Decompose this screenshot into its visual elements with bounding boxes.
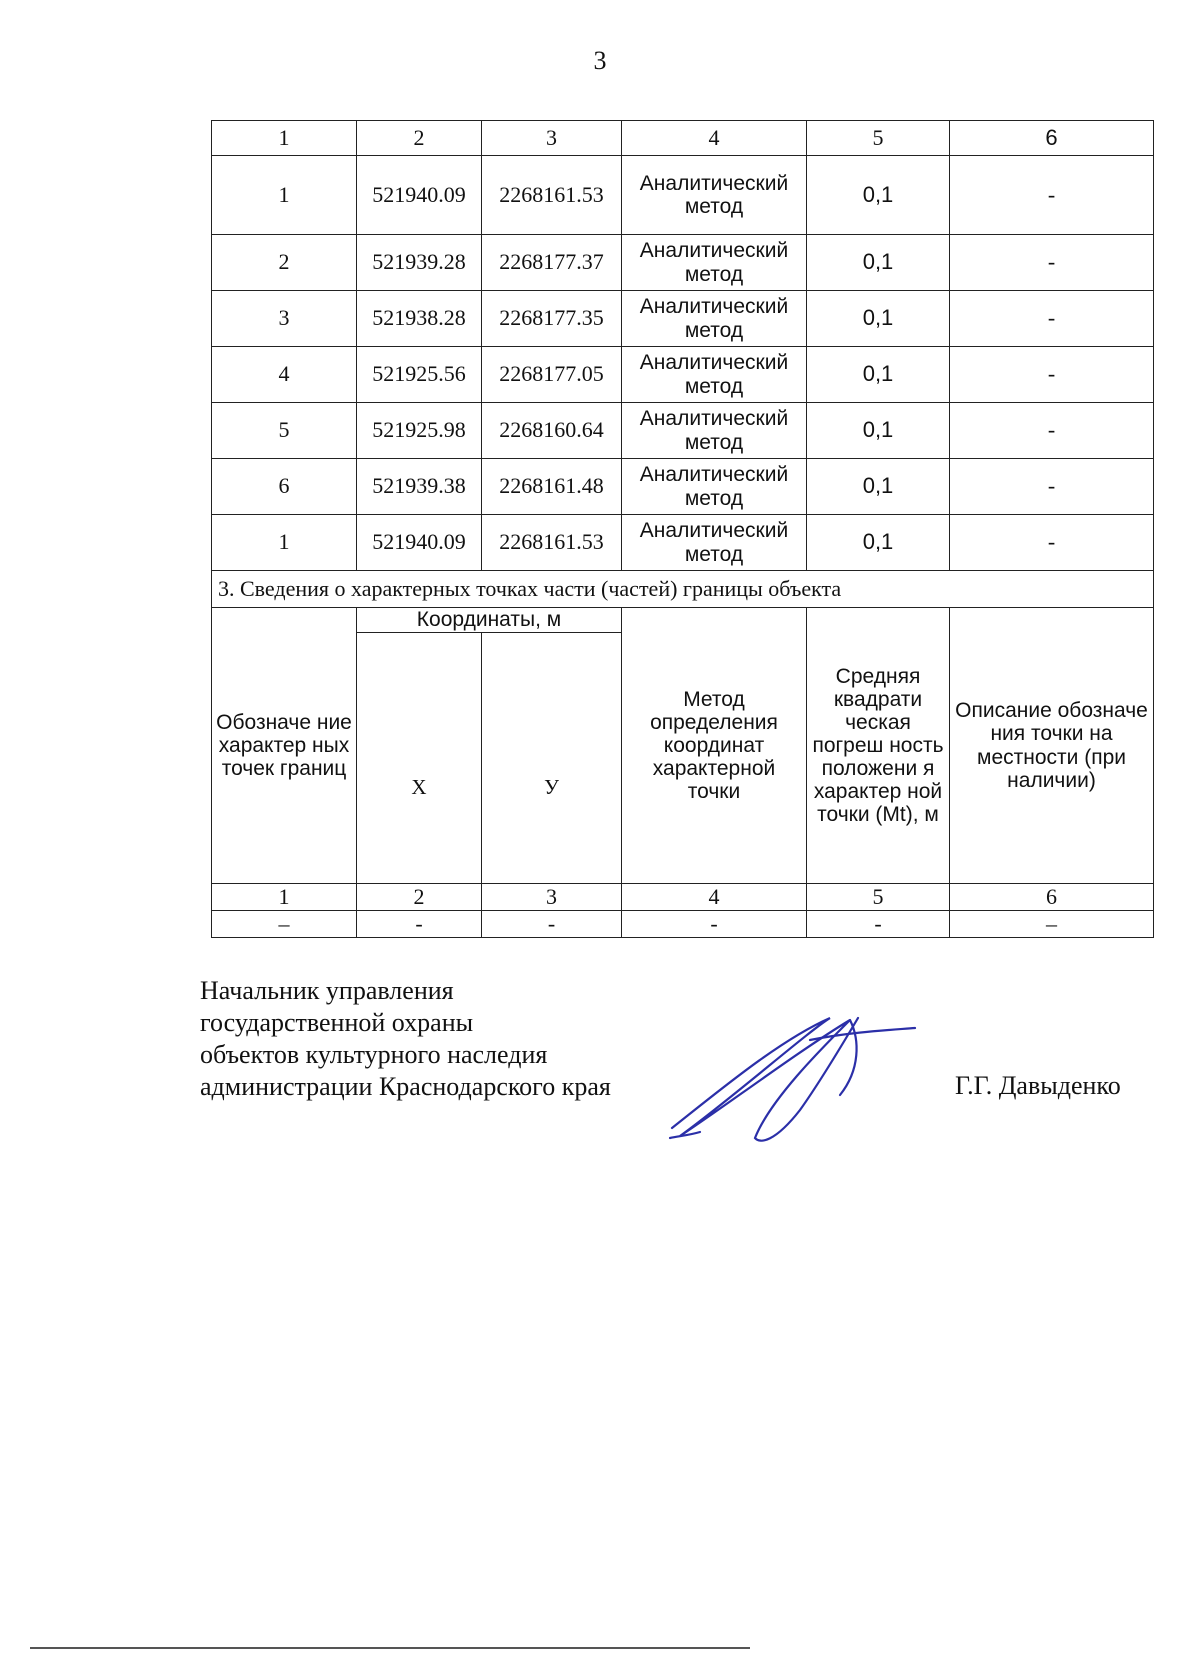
error-cell: 0,1	[807, 459, 950, 515]
coordinates-table	[211, 120, 1154, 938]
table-row	[212, 403, 1154, 459]
point-number: 1	[212, 515, 357, 571]
table-row	[212, 347, 1154, 403]
page-number: 3	[593, 46, 607, 75]
position-line: объектов культурного наследия	[200, 1040, 548, 1069]
signatory-position	[200, 975, 611, 1103]
error-header: Средняя квадрати ческая погреш ность положени я характер ной точки (Mt), м	[807, 608, 950, 884]
description-cell: -	[950, 403, 1154, 459]
description-cell: -	[950, 235, 1154, 291]
empty-cell: –	[212, 911, 357, 938]
handwritten-signature	[660, 1010, 920, 1150]
method-cell: Аналитический метод	[622, 459, 807, 515]
section-3-number-row	[212, 884, 1154, 911]
method-cell: Аналитический метод	[622, 347, 807, 403]
table-row	[212, 459, 1154, 515]
section-3-title: 3. Сведения о характерных точках части (частей) границы объекта	[212, 571, 1154, 608]
coord-y: 2268177.35	[482, 291, 622, 347]
coord-x: 521940.09	[357, 156, 482, 235]
method-cell: Аналитический метод	[622, 235, 807, 291]
table-row	[212, 156, 1154, 235]
description-cell: -	[950, 156, 1154, 235]
method-cell: Аналитический метод	[622, 156, 807, 235]
coord-x: 521925.98	[357, 403, 482, 459]
coord-y: 2268161.53	[482, 515, 622, 571]
header-number: 4	[622, 121, 807, 156]
column-number: 2	[357, 884, 482, 911]
empty-cell: -	[807, 911, 950, 938]
table-row	[212, 235, 1154, 291]
table-row	[212, 291, 1154, 347]
signer-name: Г.Г. Давыденко	[955, 1071, 1121, 1100]
point-number: 1	[212, 156, 357, 235]
column-number: 5	[807, 884, 950, 911]
column-number: 3	[482, 884, 622, 911]
description-cell: -	[950, 515, 1154, 571]
description-cell: -	[950, 347, 1154, 403]
position-line: администрации Краснодарского края	[200, 1072, 611, 1101]
coord-y: 2268161.48	[482, 459, 622, 515]
coord-x: 521940.09	[357, 515, 482, 571]
coord-x: 521925.56	[357, 347, 482, 403]
coord-y: 2268161.53	[482, 156, 622, 235]
position-line: государственной охраны	[200, 1008, 474, 1037]
header-number: 1	[212, 121, 357, 156]
description-cell: -	[950, 459, 1154, 515]
column-number: 1	[212, 884, 357, 911]
coord-y: 2268177.37	[482, 235, 622, 291]
point-number: 3	[212, 291, 357, 347]
error-cell: 0,1	[807, 347, 950, 403]
empty-cell: -	[357, 911, 482, 938]
empty-cell: -	[482, 911, 622, 938]
header-number: 2	[357, 121, 482, 156]
coord-x: 521939.28	[357, 235, 482, 291]
error-cell: 0,1	[807, 403, 950, 459]
point-number: 2	[212, 235, 357, 291]
header-number: 3	[482, 121, 622, 156]
description-cell: -	[950, 291, 1154, 347]
point-number: 6	[212, 459, 357, 515]
section-3-empty-row	[212, 911, 1154, 938]
y-header: У	[482, 633, 622, 884]
coord-y: 2268160.64	[482, 403, 622, 459]
empty-cell: –	[950, 911, 1154, 938]
coord-x: 521939.38	[357, 459, 482, 515]
column-number: 4	[622, 884, 807, 911]
column-number: 6	[950, 884, 1154, 911]
designation-header: Обозначе ние характер ных точек границ	[212, 608, 357, 884]
error-cell: 0,1	[807, 515, 950, 571]
method-cell: Аналитический метод	[622, 291, 807, 347]
header-number: 5	[807, 121, 950, 156]
coord-y: 2268177.05	[482, 347, 622, 403]
x-header: Х	[357, 633, 482, 884]
header-number: 6	[950, 121, 1154, 156]
method-cell: Аналитический метод	[622, 403, 807, 459]
point-number: 5	[212, 403, 357, 459]
header-number-row	[212, 121, 1154, 156]
error-cell: 0,1	[807, 235, 950, 291]
coord-x: 521938.28	[357, 291, 482, 347]
empty-cell: -	[622, 911, 807, 938]
section-3-header-row	[212, 608, 1154, 633]
footer-divider	[30, 1647, 750, 1649]
error-cell: 0,1	[807, 156, 950, 235]
coordinates-header: Координаты, м	[357, 608, 622, 633]
description-header: Описание обозначе ния точки на местности (при наличии)	[950, 608, 1154, 884]
section-3-title-row	[212, 571, 1154, 608]
table-row	[212, 515, 1154, 571]
point-number: 4	[212, 347, 357, 403]
method-cell: Аналитический метод	[622, 515, 807, 571]
error-cell: 0,1	[807, 291, 950, 347]
method-header: Метод определения координат характерной точки	[622, 608, 807, 884]
position-line: Начальник управления	[200, 976, 454, 1005]
